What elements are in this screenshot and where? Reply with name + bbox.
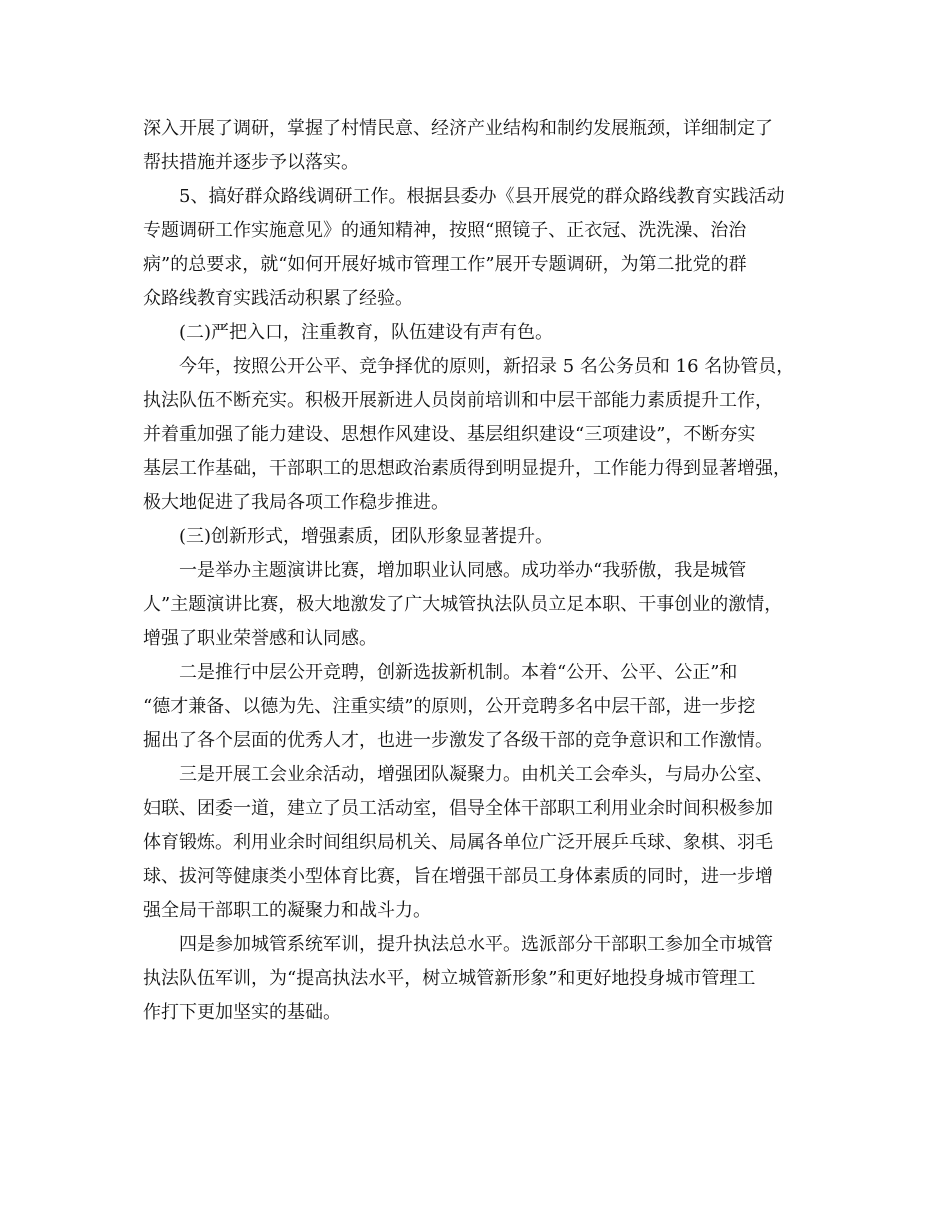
document-body bbox=[143, 112, 807, 1030]
text-line: 四是参加城管系统军训，提升执法总水平。选派部分干部职工参加全市城管 bbox=[179, 934, 773, 955]
text-line: 掘出了各个层面的优秀人才，也进一步激发了各级干部的竞争意识和工作激情。 bbox=[143, 730, 773, 751]
text-line: 病”的总要求，就“如何开展好城市管理工作”展开专题调研，为第二批党的群 bbox=[143, 254, 747, 275]
text-line: 强全局干部职工的凝聚力和战斗力。 bbox=[143, 900, 431, 921]
text-line: 极大地促进了我局各项工作稳步推进。 bbox=[143, 492, 449, 513]
text-line: 基层工作基础，干部职工的思想政治素质得到明显提升，工作能力得到显著增强， bbox=[143, 458, 791, 479]
text-line: 5、搞好群众路线调研工作。根据县委办《县开展党的群众路线教育实践活动 bbox=[179, 186, 785, 207]
text-line: 深入开展了调研，掌握了村情民意、经济产业结构和制约发展瓶颈，详细制定了 bbox=[143, 118, 773, 139]
text-line: 专题调研工作实施意见》的通知精神，按照“照镜子、正衣冠、洗洗澡、治治 bbox=[143, 220, 747, 241]
text-line: 众路线教育实践活动积累了经验。 bbox=[143, 288, 413, 309]
text-line: 球、拔河等健康类小型体育比赛，旨在增强干部员工身体素质的同时，进一步增 bbox=[143, 866, 773, 887]
text-line: (三)创新形式，增强素质，团队形象显著提升。 bbox=[179, 526, 554, 547]
text-line: 帮扶措施并逐步予以落实。 bbox=[143, 152, 359, 173]
text-line: 增强了职业荣誉感和认同感。 bbox=[143, 628, 377, 649]
text-line: 执法队伍不断充实。积极开展新进人员岗前培训和中层干部能力素质提升工作， bbox=[143, 390, 773, 411]
text-line: 执法队伍军训，为“提高执法水平，树立城管新形象”和更好地投身城市管理工 bbox=[143, 968, 756, 989]
text-line: 并着重加强了能力建设、思想作风建设、基层组织建设“三项建设”，不断夯实 bbox=[143, 424, 756, 445]
text-line: 二是推行中层公开竞聘，创新选拔新机制。本着“公开、公平、公正”和 bbox=[179, 662, 738, 683]
text-line: 人”主题演讲比赛，极大地激发了广大城管执法队员立足本职、干事创业的激情， bbox=[143, 594, 783, 615]
text-line: 三是开展工会业余活动，增强团队凝聚力。由机关工会牵头，与局办公室、 bbox=[179, 764, 773, 785]
text-line: (二)严把入口，注重教育，队伍建设有声有色。 bbox=[179, 322, 554, 343]
text-line: 妇联、团委一道，建立了员工活动室，倡导全体干部职工利用业余时间积极参加 bbox=[143, 798, 773, 819]
text-line: 今年，按照公开公平、竞争择优的原则，新招录 5 名公务员和 16 名协管员， bbox=[179, 356, 795, 377]
text-line: 体育锻炼。利用业余时间组织局机关、局属各单位广泛开展乒乓球、象棋、羽毛 bbox=[143, 832, 773, 853]
text-line: 作打下更加坚实的基础。 bbox=[143, 1002, 341, 1023]
text-line: 一是举办主题演讲比赛，增加职业认同感。成功举办“我骄傲，我是城管 bbox=[179, 560, 747, 581]
text-line: “德才兼备、以德为先、注重实绩”的原则，公开竞聘多名中层干部，进一步挖 bbox=[143, 696, 756, 717]
